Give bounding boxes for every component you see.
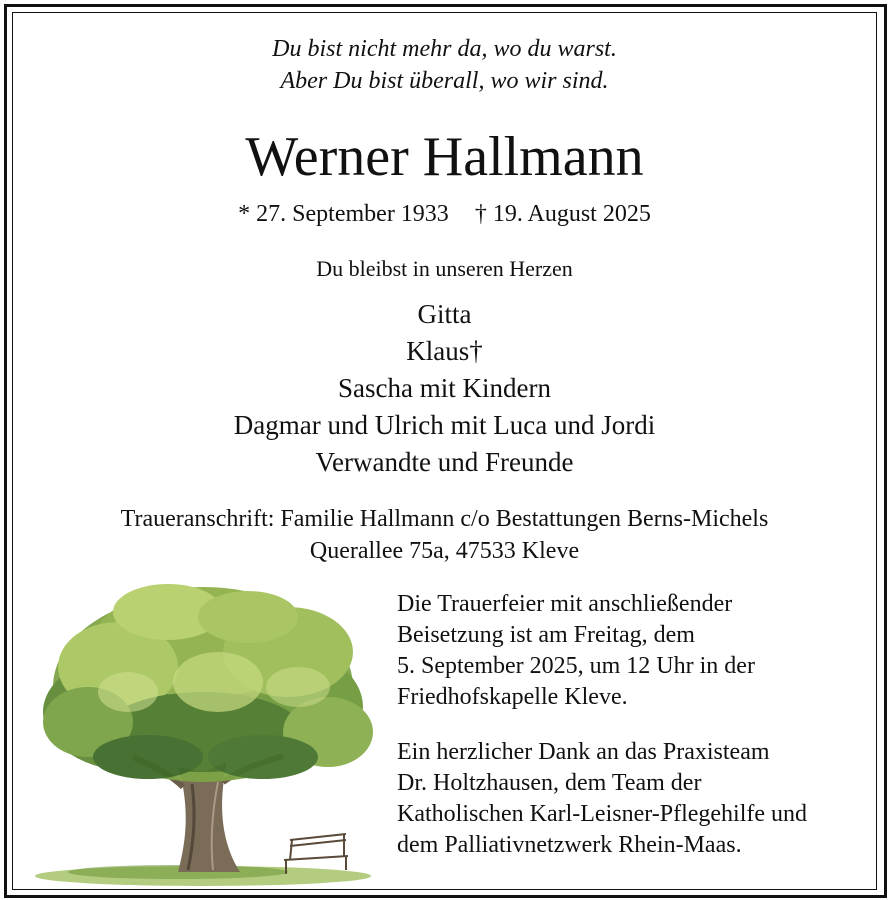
ceremony-line: Die Trauerfeier mit anschließender [397,591,733,617]
birth-date: * 27. September 1933 [238,201,449,227]
tree-with-bench-illustration [28,572,378,890]
life-dates [0,199,889,229]
motto [0,33,889,97]
mourner: Klaus† [406,336,483,366]
ceremony-info [397,589,877,713]
mourning-address [0,503,889,567]
ceremony-line: Beisetzung ist am Freitag, dem [397,622,695,648]
ceremony-line: Friedhofskapelle Kleve. [397,684,628,710]
mourner: Verwandte und Freunde [315,447,574,477]
thanks-note [397,737,877,861]
dedication: Du bleibst in unseren Herzen [316,256,573,281]
motto-line-2: Aber Du bist überall, wo wir sind. [280,68,609,94]
thanks-line: Dr. Holtzhausen, dem Team der [397,770,702,796]
thanks-line: Ein herzlicher Dank an das Praxisteam [397,739,770,765]
mourner: Sascha mit Kindern [338,373,551,403]
address-line-1: Traueranschrift: Familie Hallmann c/o Bestattungen Berns-Michels [120,506,769,532]
motto-line-1: Du bist nicht mehr da, wo du warst. [272,36,617,62]
deceased-name: Werner Hallmann [245,126,644,188]
mourner: Gitta [417,299,472,329]
mourners-list [0,296,889,481]
thanks-line: dem Palliativnetzwerk Rhein-Maas. [397,832,742,858]
mourner: Dagmar und Ulrich mit Luca und Jordi [233,410,656,440]
thanks-line: Katholischen Karl-Leisner-Pflegehilfe und [397,801,808,827]
ceremony-line: 5. September 2025, um 12 Uhr in der [397,653,755,679]
death-date: † 19. August 2025 [474,201,651,227]
address-line-2: Querallee 75a, 47533 Kleve [309,538,580,564]
